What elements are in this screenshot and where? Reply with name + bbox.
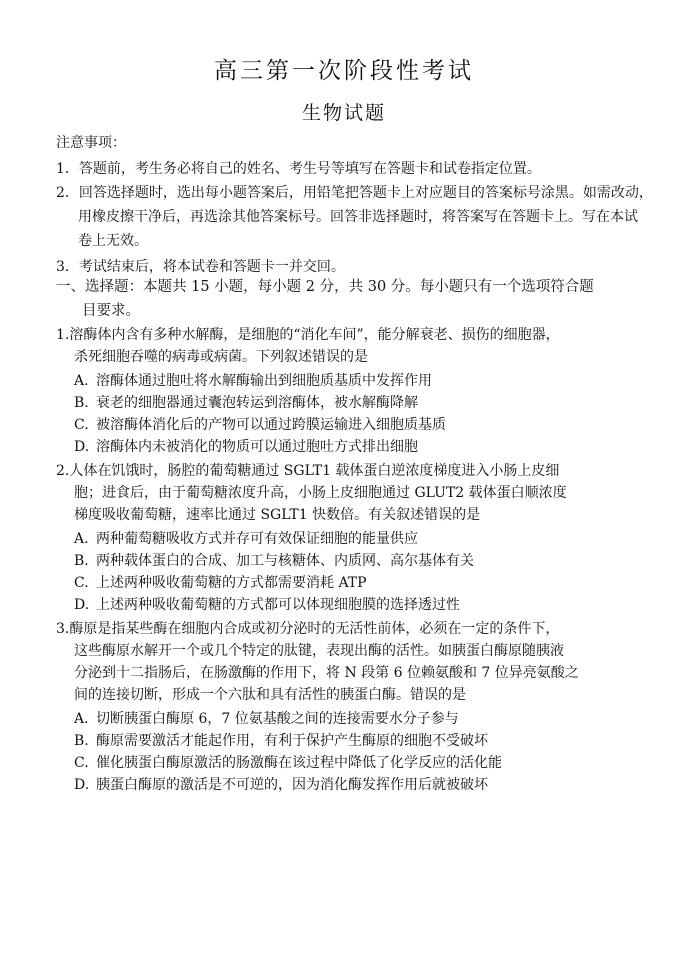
section-heading-cont: 目要求。 — [82, 303, 140, 319]
question-2-stem-cont: 胞；进食后，由于葡萄糖浓度升高，小肠上皮细胞通过 GLUT2 载体蛋白顺浓度 — [74, 485, 567, 501]
option-text: 胰蛋白酶原的激活是不可逆的，因为消化酶发挥作用后就被破坏 — [96, 777, 488, 793]
question-2-option-d — [74, 594, 460, 616]
question-1-option-c — [74, 414, 446, 436]
question-3-option-b — [74, 730, 488, 752]
question-3-stem-end: 间的连接切断，形成一个六肽和具有活性的胰蛋白酶。错误的是 — [74, 687, 466, 703]
question-2-stem-end: 梯度吸收葡萄糖，速率比通过 SGLT1 快数倍。有关叙述错误的是 — [74, 507, 481, 523]
question-3-option-a — [74, 708, 459, 730]
option-label: D. — [74, 777, 90, 793]
question-1-stem-cont: 杀死细胞吞噬的病毒或病菌。下列叙述错误的是 — [74, 349, 368, 365]
page-subtitle: 生物试题 — [301, 102, 386, 124]
section-heading: 一、选择题：本题共 15 小题，每小题 2 分，共 30 分。每小题只有一个选项符合题 — [56, 279, 594, 295]
question-1-option-b — [74, 392, 418, 414]
option-label: B. — [74, 733, 89, 749]
page-title: 高三第一次阶段性考试 — [214, 58, 474, 84]
option-text: 溶酶体通过胞吐将水解酶输出到细胞质基质中发挥作用 — [96, 373, 432, 389]
option-text: 上述两种吸收葡萄糖的方式都需要消耗 ATP — [96, 575, 367, 591]
option-text: 两种葡萄糖吸收方式并存可有效保证细胞的能量供应 — [96, 531, 418, 547]
notes-heading: 注意事项： — [56, 135, 126, 151]
option-label: D. — [74, 597, 90, 613]
option-label: B. — [74, 553, 89, 569]
note-item-2-end: 卷上无效。 — [78, 233, 148, 249]
question-1-option-d — [74, 436, 418, 458]
question-3-option-d — [74, 774, 488, 796]
question-2-option-a — [74, 528, 418, 550]
question-3-option-c — [74, 752, 502, 774]
note-item-1: 1．答题前，考生务必将自己的姓名、考生号等填写在答题卡和试卷指定位置。 — [56, 161, 541, 177]
option-text: 上述两种吸收葡萄糖的方式都可以体现细胞膜的选择透过性 — [96, 597, 460, 613]
option-label: C. — [74, 417, 89, 433]
option-text: 衰老的细胞器通过囊泡转运到溶酶体，被水解酶降解 — [96, 395, 418, 411]
option-text: 溶酶体内未被消化的物质可以通过胞吐方式排出细胞 — [96, 439, 418, 455]
option-text: 酶原需要激活才能起作用，有利于保护产生酶原的细胞不受破坏 — [96, 733, 488, 749]
option-label: A. — [74, 711, 89, 727]
option-text: 被溶酶体消化后的产物可以通过跨膜运输进入细胞质基质 — [96, 417, 446, 433]
option-label: A. — [74, 373, 89, 389]
question-3-stem-cont-1: 这些酶原水解开一个或几个特定的肽键，表现出酶的活性。如胰蛋白酶原随胰液 — [74, 643, 564, 659]
option-text: 催化胰蛋白酶原激活的肠激酶在该过程中降低了化学反应的活化能 — [96, 755, 502, 771]
option-text: 两种载体蛋白的合成、加工与核糖体、内质网、高尔基体有关 — [96, 553, 474, 569]
question-2-stem: 2.人体在饥饿时，肠腔的葡萄糖通过 SGLT1 载体蛋白逆浓度梯度进入小肠上皮细 — [56, 463, 560, 479]
option-label: A. — [74, 531, 89, 547]
question-3-stem-cont-2: 分泌到十二指肠后，在肠激酶的作用下，将 N 段第 6 位赖氨酸和 7 位异亮氨酸之 — [74, 665, 579, 681]
option-label: C. — [74, 755, 89, 771]
question-3-stem: 3.酶原是指某些酶在细胞内合成或初分泌时的无活性前体，必须在一定的条件下， — [56, 621, 560, 637]
note-item-2-cont: 用橡皮擦干净后，再选涂其他答案标号。回答非选择题时，将答案写在答题卡上。写在本试 — [78, 209, 638, 225]
option-label: D. — [74, 439, 90, 455]
question-2-option-c — [74, 572, 367, 594]
option-text: 切断胰蛋白酶原 6，7 位氨基酸之间的连接需要水分子参与 — [96, 711, 459, 727]
option-label: C. — [74, 575, 89, 591]
question-1-option-a — [74, 370, 432, 392]
note-item-3: 3．考试结束后，将本试卷和答题卡一并交回。 — [56, 259, 345, 275]
note-item-2: 2．回答选择题时，选出每小题答案后，用铅笔把答题卡上对应题目的答案标号涂黑。如需改动， — [56, 185, 653, 201]
question-1-stem: 1.溶酶体内含有多种水解酶，是细胞的“消化车间”，能分解衰老、损伤的细胞器， — [56, 327, 560, 343]
question-2-option-b — [74, 550, 474, 572]
option-label: B. — [74, 395, 89, 411]
